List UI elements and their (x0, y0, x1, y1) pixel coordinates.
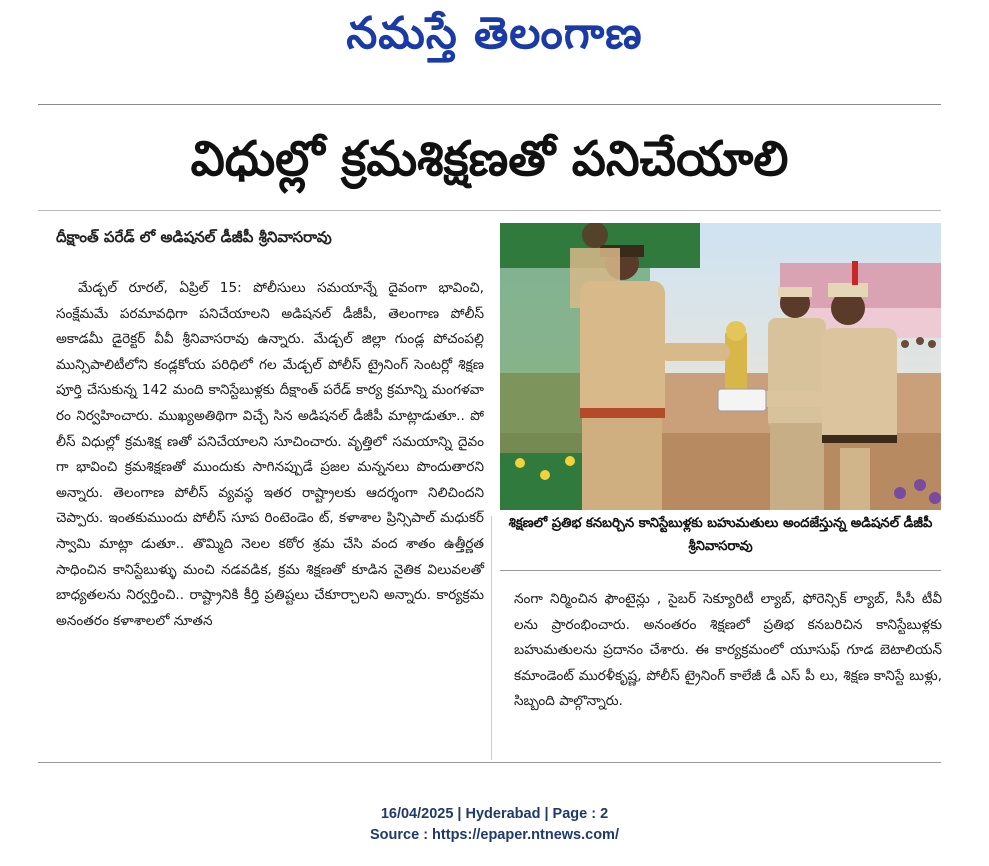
photo-caption: శిక్షణలో ప్రతిభ కనబర్చిన కానిస్టేబుళ్లకు బహుమతులు అందజేస్తున్న అడిషనల్ డీజీపీ శ్రీనివాసరావు (508, 516, 933, 554)
article-headline: విధుల్లో క్రమశిక్షణతో పనిచేయాలి (190, 131, 789, 187)
photo-illustration (500, 223, 941, 510)
news-photo (500, 223, 941, 510)
source-url[interactable]: Source : https://epaper.ntnews.com/ (370, 827, 619, 843)
masthead-divider (38, 104, 941, 105)
article-subheadline: దీక్షాంత్ పరేడ్ లో అడిషనల్ డీజీపీ శ్రీనివాసరావు (56, 228, 332, 246)
column-divider (491, 516, 492, 760)
headline-divider (38, 210, 941, 211)
article-body-left-column (56, 276, 484, 634)
article-paragraph: మేడ్చల్ రూరల్, ఏప్రిల్ 15: పోలీసులు సమయాన్నే దైవంగా భావించి, సంక్షేమమే పరమావధిగా పనిచేయాలని అడిషనల్ డీజీపీ, తెలంగాణ పోలీస్ అకాడమీ డైరెక్టర్ వీవీ శ్రీనివాసరావు ఉన్నారు. మేడ్చల్ జిల్లా గుండ్ల పోచంపల్లి మున్సిపాలిటీలోని కండ్లకోయ పరిధిలో గల మేడ్చల్ పోలీస్ ట్రైనింగ్ సెంటర్లో శిక్షణ పూర్తి చేసుకున్న 142 మంది కానిస్టేబుళ్లకు దీక్షాంత్ పరేడ్ కార్య క్రమాన్ని మంగళవా రం నిర్వహించారు. ముఖ్యఅతిథిగా విచ్చే సిన అడిషనల్ డీజీపీ మాట్లాడుతూ.. పో లీస్ విధుల్లో క్రమశిక్ష ణతో పనిచేయాలని సూచించారు. వృత్తిలో సమయాన్ని దైవం గా భావించి క్రమశిక్షణతో ముందుకు సాగినప్పుడే ప్రజల మన్ననలు పొందుతారని అన్నారు. తెలంగాణ పోలీస్ వ్యవస్థ ఇతర రాష్ట్రాలకు ఆదర్శంగా నిలిచిందని చెప్పారు. ఇంతకుముందు పోలీస్ సూప రింటెండెం ట్, కళాశాల ప్రిన్సిపాల్ మధుకర్ స్వామి మాట్లా డుతూ.. తొమ్మిది నెలల కఠోర శ్రమ చేసి వంద శాతం ఉత్తీర్ణత సాధించిన కానిస్టేబుళ్ళు మంచి నడవడిక, క్రమ శిక్షణతో కూడిన నైతిక విలువలతో బాధ్యతలను నిర్వర్తించి.. రాష్ట్రానికి కీర్తి ప్రతిష్టలు చేకూర్చాలని అన్నారు. కార్యక్రమ అనంతరం కళాశాలలో నూతన (56, 280, 484, 629)
caption-divider (500, 570, 941, 571)
article-body-right-column (514, 587, 942, 715)
article-paragraph-continued: నంగా నిర్మించిన ఫౌంటైన్లు , సైబర్ సెక్యూరిటీ ల్యాబ్, ఫోరెన్సిక్ ల్యాబ్, సీసీ టీవీ లను ప్రారంభించారు. అనంతరం శిక్షణలో ప్రతిభ కనబరిచిన కానిస్టేబుళ్లకు బహుమతులను ప్రదానం చేశారు. ఈ కార్యక్రమంలో యూసుఫ్ గూడ బెటాలియన్ కమాండెంట్ మురళీకృష్ణ, పోలీస్ ట్రైనింగ్ కాలేజీ డీ ఎస్ పీ లు, శిక్షణ కానిస్టే బుళ్లు, సిబ్బంది పాల్గొన్నారు. (514, 591, 942, 710)
article-bottom-divider (38, 762, 941, 763)
newspaper-masthead: నమస్తే తెలంగాణ (346, 8, 643, 59)
edition-info: 16/04/2025 | Hyderabad | Page : 2 (380, 806, 609, 822)
